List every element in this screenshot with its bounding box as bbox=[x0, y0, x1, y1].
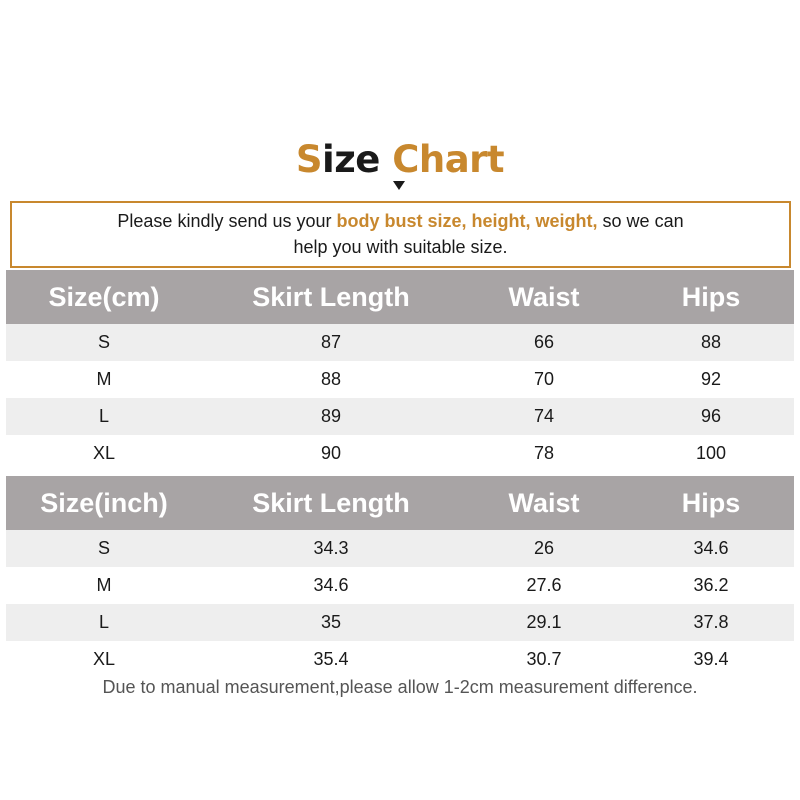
cell-waist: 74 bbox=[460, 398, 628, 435]
cell-size: M bbox=[6, 567, 202, 604]
table-row bbox=[6, 435, 794, 472]
size-table-cm bbox=[6, 270, 794, 472]
cell-size: L bbox=[6, 604, 202, 641]
header-skirt-length: Skirt Length bbox=[202, 476, 460, 530]
cell-skirt-length: 87 bbox=[202, 324, 460, 361]
cell-hips: 39.4 bbox=[628, 641, 794, 678]
table-row bbox=[6, 361, 794, 398]
table-row bbox=[6, 567, 794, 604]
cell-size: M bbox=[6, 361, 202, 398]
table-row bbox=[6, 398, 794, 435]
cell-hips: 34.6 bbox=[628, 530, 794, 567]
header-hips: Hips bbox=[628, 476, 794, 530]
cell-waist: 29.1 bbox=[460, 604, 628, 641]
cell-hips: 88 bbox=[628, 324, 794, 361]
cell-waist: 78 bbox=[460, 435, 628, 472]
table-row bbox=[6, 530, 794, 567]
cell-waist: 30.7 bbox=[460, 641, 628, 678]
notice-text-after: so we can bbox=[597, 211, 684, 231]
cell-waist: 66 bbox=[460, 324, 628, 361]
cell-skirt-length: 35.4 bbox=[202, 641, 460, 678]
notice-text-before: Please kindly send us your bbox=[117, 211, 337, 231]
title-second-word: Chart bbox=[392, 138, 505, 181]
cell-hips: 96 bbox=[628, 398, 794, 435]
notice-line-2: help you with suitable size. bbox=[293, 237, 508, 257]
title-first-letter: S bbox=[295, 138, 323, 181]
cell-size: XL bbox=[6, 435, 202, 472]
cell-skirt-length: 34.3 bbox=[202, 530, 460, 567]
header-size: Size(cm) bbox=[6, 270, 202, 324]
size-chart-title bbox=[0, 138, 800, 182]
cell-skirt-length: 88 bbox=[202, 361, 460, 398]
cell-hips: 36.2 bbox=[628, 567, 794, 604]
down-arrow-icon bbox=[393, 181, 405, 190]
cell-hips: 100 bbox=[628, 435, 794, 472]
cell-skirt-length: 34.6 bbox=[202, 567, 460, 604]
cell-size: S bbox=[6, 324, 202, 361]
table-header-row bbox=[6, 270, 794, 324]
table-row bbox=[6, 641, 794, 678]
cell-skirt-length: 90 bbox=[202, 435, 460, 472]
title-first-word-rest: ize bbox=[322, 138, 380, 181]
table-row bbox=[6, 324, 794, 361]
header-hips: Hips bbox=[628, 270, 794, 324]
header-skirt-length: Skirt Length bbox=[202, 270, 460, 324]
header-waist: Waist bbox=[460, 270, 628, 324]
cell-waist: 70 bbox=[460, 361, 628, 398]
table-header-row bbox=[6, 476, 794, 530]
cell-hips: 37.8 bbox=[628, 604, 794, 641]
measurement-footnote: Due to manual measurement,please allow 1-2cm measurement difference. bbox=[102, 677, 698, 697]
cell-size: L bbox=[6, 398, 202, 435]
cell-skirt-length: 89 bbox=[202, 398, 460, 435]
header-size: Size(inch) bbox=[6, 476, 202, 530]
cell-hips: 92 bbox=[628, 361, 794, 398]
notice-box bbox=[10, 201, 791, 268]
cell-size: XL bbox=[6, 641, 202, 678]
table-row bbox=[6, 604, 794, 641]
cell-waist: 26 bbox=[460, 530, 628, 567]
size-table-inch bbox=[6, 476, 794, 678]
cell-waist: 27.6 bbox=[460, 567, 628, 604]
notice-highlight: body bust size, height, weight, bbox=[336, 211, 598, 231]
cell-size: S bbox=[6, 530, 202, 567]
cell-skirt-length: 35 bbox=[202, 604, 460, 641]
header-waist: Waist bbox=[460, 476, 628, 530]
